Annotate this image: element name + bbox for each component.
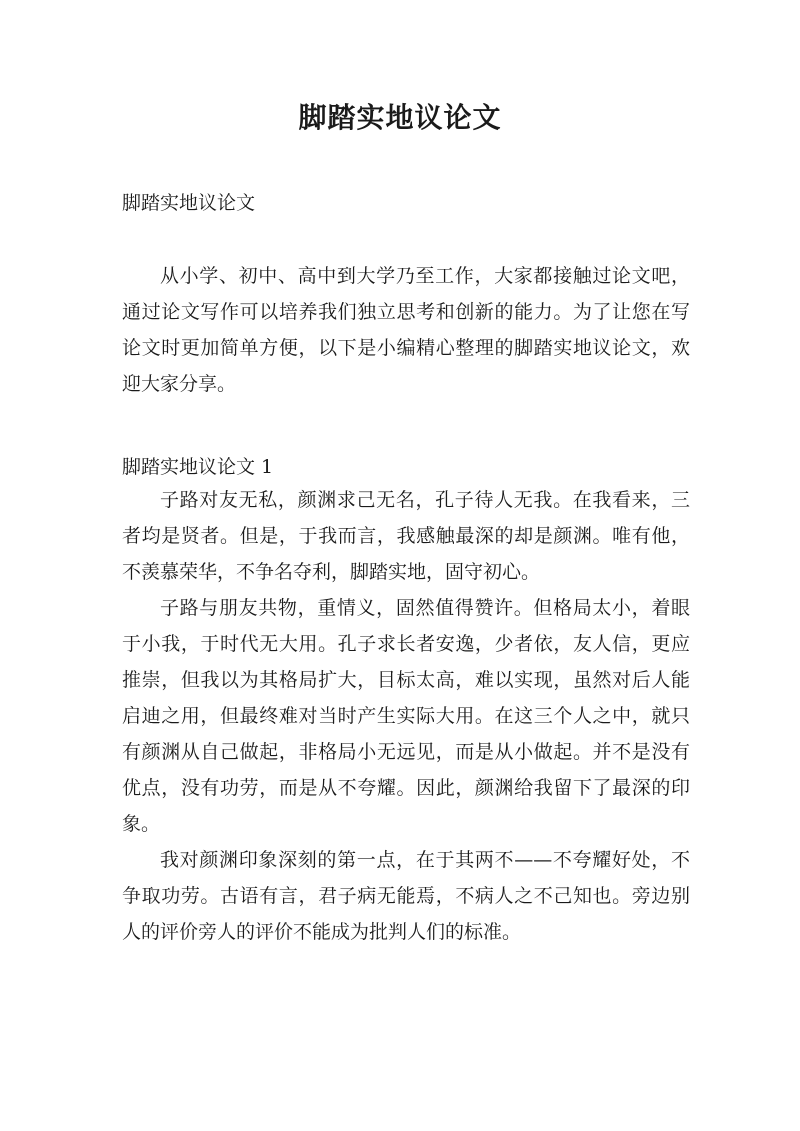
- document-subtitle: 脚踏实地议论文: [122, 192, 256, 214]
- intro-block: [122, 258, 690, 402]
- body-paragraph-2: 子路与朋友共物，重情义，固然值得赞许。但格局太小，着眼于小我，于时代无大用。孔子求长者安逸，少者依，友人信，更应推崇，但我以为其格局扩大，目标太高，难以实现，虽然对后人能启迪之用，但最终难对当时产生实际大用。在这三个人之中，就只有颜渊从自己做起，非格局小无远见，而是从小做起。并不是没有优点，没有功劳，而是从不夸耀。因此，颜渊给我留下了最深的印象。: [122, 597, 690, 835]
- intro-paragraph: 从小学、初中、高中到大学乃至工作，大家都接触过论文吧，通过论文写作可以培养我们独立思考和创新的能力。为了让您在写论文时更加简单方便，以下是小编精心整理的脚踏实地议论文，欢迎大家分享。: [122, 265, 690, 395]
- body-paragraph-1: 子路对友无私，颜渊求己无名，孔子待人无我。在我看来，三者均是贤者。但是，于我而言，我感触最深的却是颜渊。唯有他，不羡慕荣华，不争名夺利，脚踏实地，固守初心。: [122, 489, 690, 583]
- document-title: 脚踏实地议论文: [298, 101, 502, 134]
- section-heading: 脚踏实地议论文 1: [122, 456, 274, 478]
- body-paragraph-3: 我对颜渊印象深刻的第一点，在于其两不——不夸耀好处，不争取功劳。古语有言，君子病无能焉，不病人之不己知也。旁边别人的评价旁人的评价不能成为批判人们的标准。: [122, 849, 690, 943]
- section-body: [122, 482, 690, 950]
